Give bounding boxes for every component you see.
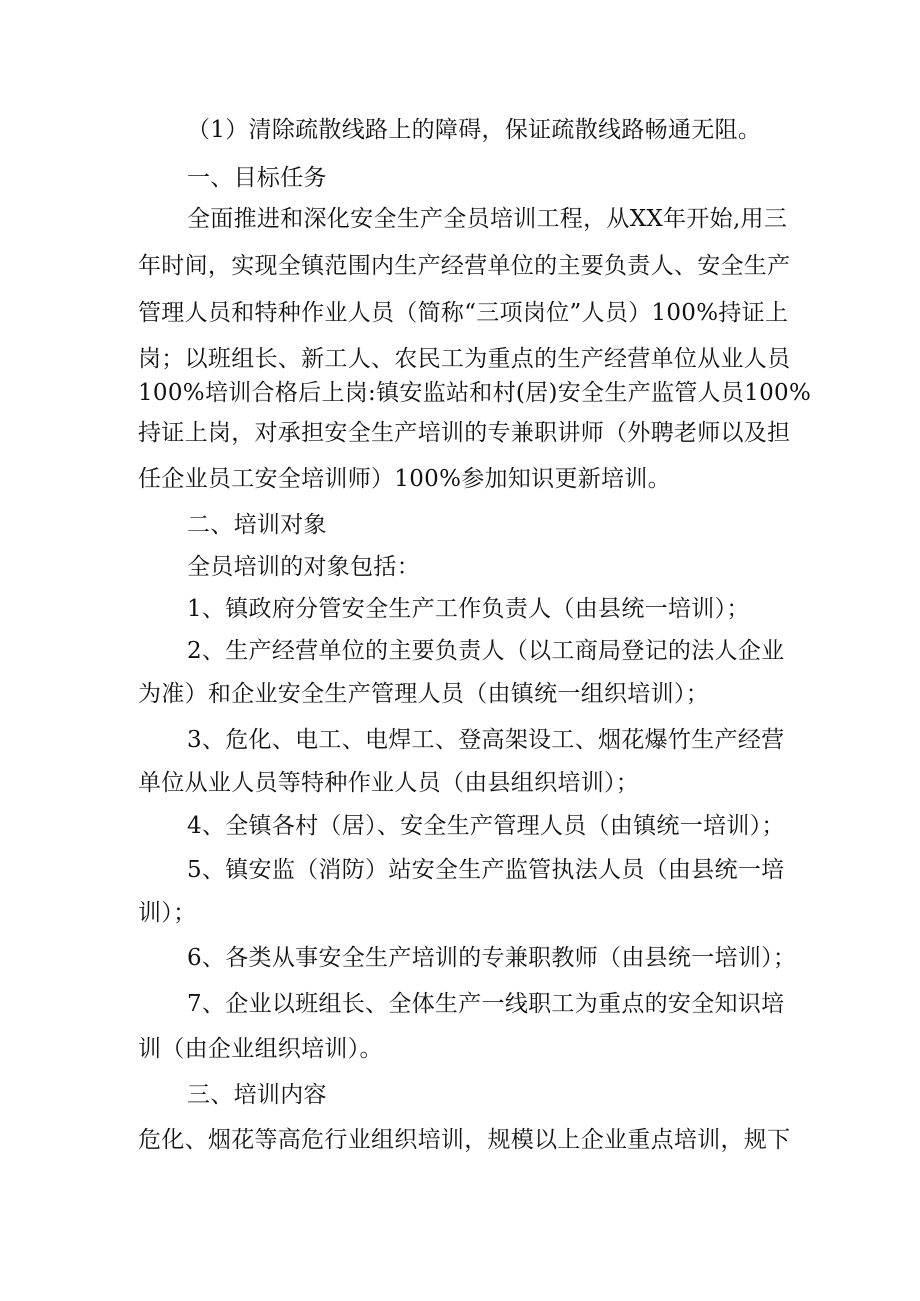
- trainee-item-7-line-2: 训（由企业组织培训）。: [138, 1036, 383, 1062]
- section-heading-goals: 一、目标任务: [187, 165, 327, 191]
- trainees-intro: 全员培训的对象包括：: [187, 554, 420, 580]
- trainee-item-4: 4、全镇各村（居）、安全生产管理人员（由镇统一培训）；: [187, 813, 785, 839]
- goals-paragraph-line-6: 持证上岗，对承担安全生产培训的专兼职讲师（外聘老师以及担: [138, 420, 791, 446]
- trainee-item-2-line-2: 为准）和企业安全生产管理人员（由镇统一组织培训）；: [138, 681, 709, 707]
- trainee-item-6: 6、各类从事安全生产培训的专兼职教师（由县统一培训）；: [187, 945, 797, 971]
- section-heading-content: 三、培训内容: [187, 1082, 327, 1108]
- content-paragraph-line-1: 危化、烟花等高危行业组织培训，规模以上企业重点培训，规下: [138, 1127, 791, 1153]
- goals-paragraph-line-5: 100%培训合格后上岗:镇安监站和村(居)安全生产监管人员100%: [138, 380, 812, 406]
- trainee-item-7-line-1: 7、企业以班组长、全体生产一线职工为重点的安全知识培: [187, 991, 785, 1017]
- goals-paragraph-line-4: 岗；以班组长、新工人、农民工为重点的生产经营单位从业人员: [138, 346, 791, 372]
- goals-paragraph-line-1: 全面推进和深化安全生产全员培训工程，从XX年开始,用三: [187, 206, 788, 232]
- goals-paragraph-line-3: 管理人员和特种作业人员（简称“三项岗位”人员）100%持证上: [138, 300, 789, 326]
- trainee-item-5-line-2: 训）；: [138, 900, 197, 926]
- trainee-item-3-line-1: 3、危化、电工、电焊工、登高架设工、烟花爆竹生产经营: [187, 727, 785, 753]
- trainee-item-2-line-1: 2、生产经营单位的主要负责人（以工商局登记的法人企业: [187, 638, 785, 664]
- trainee-item-3-line-2: 单位从业人员等特种作业人员（由县组织培训）；: [138, 770, 640, 796]
- trainee-item-1: 1、镇政府分管安全生产工作负责人（由县统一培训）；: [187, 596, 750, 622]
- goals-paragraph-line-7: 任企业员工安全培训师）100%参加知识更新培训。: [138, 466, 671, 492]
- section-heading-trainees: 二、培训对象: [187, 512, 327, 538]
- trainee-item-5-line-1: 5、镇安监（消防）站安全生产监管执法人员（由县统一培: [187, 857, 785, 883]
- goals-paragraph-line-2: 年时间，实现全镇范围内生产经营单位的主要负责人、安全生产: [138, 253, 791, 279]
- evacuation-step-line: （1）清除疏散线路上的障碍，保证疏散线路畅通无阻。: [187, 117, 762, 143]
